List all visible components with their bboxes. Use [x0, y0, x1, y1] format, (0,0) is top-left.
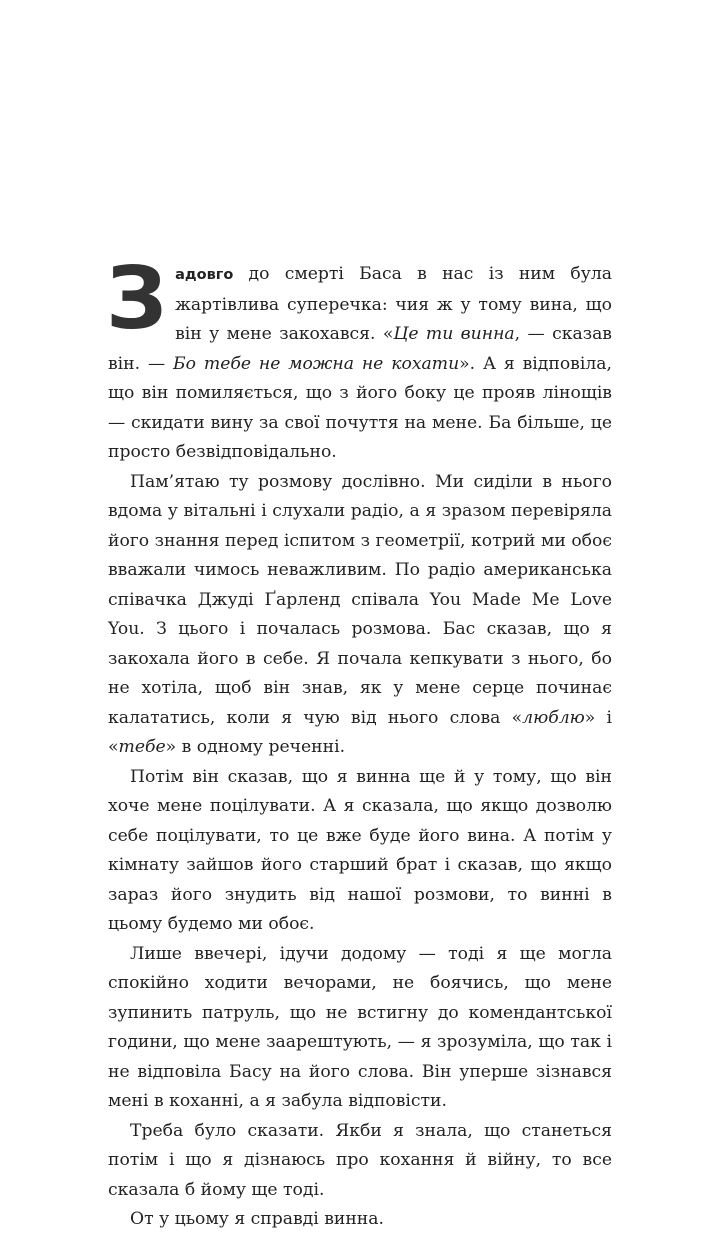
text-run: Лише ввечері, ідучи додому — тоді я ще могла спокійно ходити вечорами, не боячись, що мене зупинить патруль, що не встигну до комендантської години, що мене заарештують, — я зрозуміла, що так і не відповіла Басу на його слова. Він уперше зізнався мені в коханні, а я забула відповісти.: [108, 943, 612, 1111]
quote-italic: Бо тебе не можна не кохати: [173, 353, 460, 374]
paragraph-3: [108, 763, 612, 940]
text-run: ». А я відповіла, що він помиляється, що з його боку це прояв лінощів — скидати вину за свої почуття на мене. Ба більше, це просто безвідповідально.: [108, 353, 612, 462]
text-run: » в одному реченні.: [165, 737, 346, 757]
text-run: , — сказав він. —: [108, 324, 612, 374]
paragraph-1: [106, 249, 612, 468]
body-text: [106, 249, 612, 1235]
quote-italic: Це ти винна: [393, 324, 515, 344]
text-run: Треба було сказати. Якби я знала, що станеться потім і що я дізнаюсь про кохання й війну, то все сказала б йому ще тоді.: [108, 1120, 612, 1200]
word-italic: тебе: [118, 737, 166, 757]
text-run: От у цьому я справді винна.: [130, 1209, 384, 1229]
lead-word: адовго: [175, 267, 234, 283]
word-italic: люблю: [522, 707, 585, 728]
paragraph-6: [108, 1205, 612, 1235]
drop-cap: З: [106, 249, 168, 349]
text-run: » і «: [108, 707, 612, 757]
text-run: Потім він сказав, що я винна ще й у тому, що він хоче мене поцілувати. А я сказала, що якщо дозволю себе поцілувати, то це вже буде його вина. А потім у кімнату зайшов його старший брат і сказав, що якщо зараз його знудить від нашої розмови, то винні в цьому будемо ми обоє.: [108, 766, 612, 934]
paragraph-2: [108, 468, 612, 763]
paragraph-4: [108, 940, 612, 1117]
paragraph-5: [108, 1117, 612, 1206]
text-run: до смерті Баса в нас із ним була жартівлива суперечка: чия ж у тому вина, що він у мене закохався. «: [175, 264, 612, 344]
text-run: Пам’ятаю ту розмову дослівно. Ми сиділи в нього вдома у вітальні і слухали радіо, а я зразом перевіряла його знання перед іспитом з геометрії, котрий ми обоє вважали чимось неважливим. По радіо американська співачка Джуді Ґарленд співала You Made Me Love You. З цього і почалась розмова. Бас сказав, що я закохала його в себе. Я почала кепкувати з нього, бо не хотіла, щоб він знав, як у мене серце починає калататись, коли я чую від нього слова «: [108, 471, 612, 728]
